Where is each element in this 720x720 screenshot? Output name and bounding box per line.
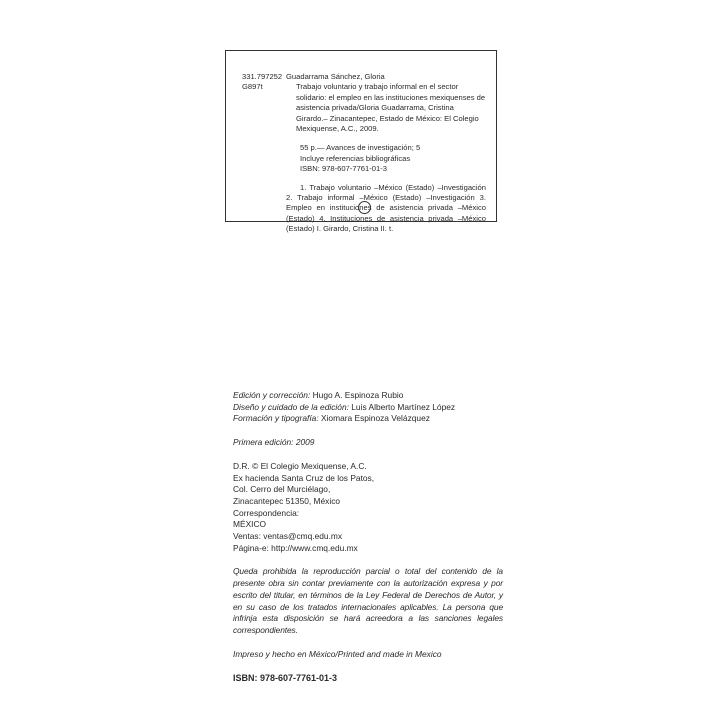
address-line: Ventas: ventas@cmq.edu.mx [233,531,343,542]
credit-editing-label: Edición y corrección: [233,390,311,400]
catalog-subjects: 1. Trabajo voluntario –México (Estado) –Investigación 2. Trabajo informal –México (Estado) –Investigación 3. Empleo en instituciones de asistencia privada –México (Estado) 4. Instituciones de asistencia privada –México (Estado) I. Girardo, Cristina II. t. [286,182,486,234]
call-number [242,72,282,93]
catalog-pages: 55 p.— Avances de investigación; 5 [300,143,421,153]
address-line: D.R. © El Colegio Mexiquense, A.C. [233,460,367,471]
credit-design-label: Diseño y cuidado de la edición: [233,401,349,412]
isbn-line: ISBN: 978-607-7761-01-3 [233,673,338,684]
credit-typography [233,413,503,425]
call-number-class: 331.797252 [242,72,283,81]
credit-typography-value: Xiomara Espinoza Velázquez [320,413,430,424]
credit-typography-label: Formación y tipografía: [233,413,319,424]
publisher-address [233,461,503,555]
edition-line: Primera edición: 2009 [233,437,315,448]
printed-in: Impreso y hecho en México/Printed and made in Mexico [233,648,442,659]
address-line: Zinacantepec 51350, México [233,495,341,506]
catalog-physical-description [286,143,486,174]
address-line: Ex hacienda Santa Cruz de los Patos, [233,472,375,483]
address-line: Col. Cerro del Murciélago, [233,484,331,495]
call-number-cutter: G897t [242,82,263,92]
credit-design-value: Luis Alberto Martínez López [351,401,456,412]
address-line: Página-e: http://www.cmq.edu.mx [233,542,358,553]
catalog-notes: Incluye referencias bibliográficas [300,153,411,163]
address-line: MÉXICO [233,519,267,530]
catalog-card [225,50,497,234]
catalog-entry [286,72,486,235]
credit-editing-value: Hugo A. Espinoza Rubio [312,390,404,400]
card-hole-icon [358,201,371,214]
catalog-isbn: ISBN: 978-607-7761-01-3 [300,164,387,174]
credit-design [233,402,503,414]
legal-notice: Queda prohibida la reproducción parcial o total del contenido de la presente obra sin contar previamente con la autorización expresa y por escrito del titular, en términos de la Ley Federal de Derechos de Autor, y en su caso de los tratados internacionales aplicables. La persona que infrinja esta disposición se hará acreedora a las sanciones legales correspondientes. [233,566,503,635]
catalog-author: Guadarrama Sánchez, Gloria [286,72,385,81]
credit-editing [233,390,503,402]
credits-block [233,390,503,685]
address-line: Correspondencia: [233,507,300,518]
catalog-title-statement: Trabajo voluntario y trabajo informal en el sector solidario: el empleo en las instituciones mexiquenses de asistencia privada/Gloria Guadarrama, Cristina Girardo.– Zinacantepec, Estado de México: El Colegio Mexiquense, A.C., 2009. [296,82,486,134]
